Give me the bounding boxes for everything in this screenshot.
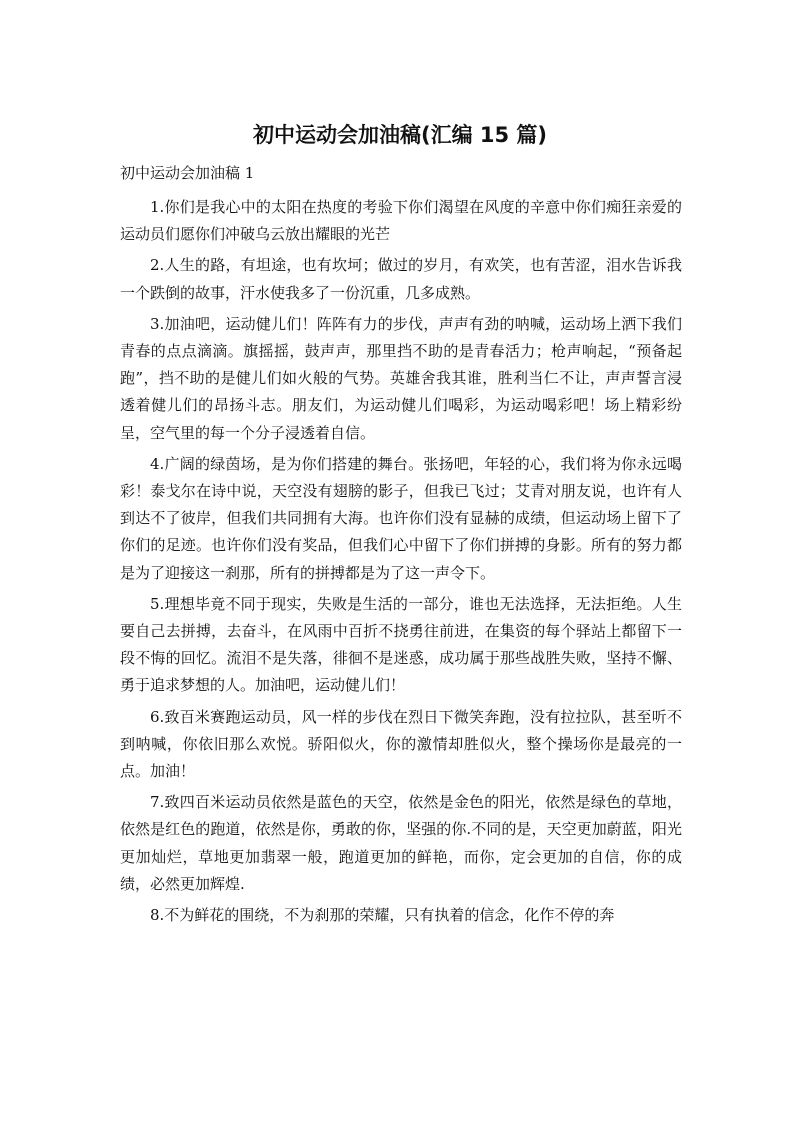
paragraph-7: 7.致四百米运动员依然是蓝色的天空，依然是金色的阳光，依然是绿色的草地，依然是红色的跑道，依然是你，勇敢的你，坚强的你.不同的是，天空更加蔚蓝，阳光更加灿烂，草地更加翡翠一般，跑道更加的鲜艳，而你，定会更加的自信，你的成绩，必然更加辉煌. (120, 793, 682, 893)
paragraph-8: 8.不为鲜花的围绕，不为刹那的荣耀，只有执着的信念，化作不停的奔 (150, 906, 615, 925)
paragraph-2: 2.人生的路，有坦途，也有坎坷；做过的岁月，有欢笑，也有苦涩，泪水告诉我一个跌倒的故事，汗水使我多了一份沉重，几多成熟。 (120, 256, 682, 302)
paragraph-3: 3.加油吧，运动健儿们！阵阵有力的步伐，声声有劲的呐喊，运动场上洒下我们青春的点点滴滴。旗摇摇，鼓声声，那里挡不助的是青春活力；枪声响起，“预备起跑”，挡不助的是健儿们如火般的气势。英雄舍我其谁，胜利当仁不让，声声誓言浸透着健儿们的昂扬斗志。朋友们，为运动健儿们喝彩，为运动喝彩吧！场上精彩纷呈，空气里的每一个分子浸透着自信。 (120, 314, 682, 442)
paragraph-1: 1.你们是我心中的太阳在热度的考验下你们渴望在风度的辛意中你们痴狂亲爱的运动员们愿你们冲破乌云放出耀眼的光芒 (120, 198, 682, 244)
section-heading: 初中运动会加油稿 1 (120, 164, 255, 182)
paragraph-5: 5.理想毕竟不同于现实，失败是生活的一部分，谁也无法选择，无法拒绝。人生要自己去拼搏，去奋斗，在风雨中百折不挠勇往前进，在集资的每个驿站上都留下一段不悔的回忆。流泪不是失落，徘徊不是迷惑，成功属于那些战胜失败，坚持不懈、勇于追求梦想的人。加油吧，运动健儿们！ (120, 594, 682, 695)
document-title: 初中运动会加油稿(汇编 15 篇) (252, 123, 548, 147)
paragraph-4: 4.广阔的绿茵场，是为你们搭建的舞台。张扬吧，年轻的心，我们将为你永远喝彩！泰戈尔在诗中说，天空没有翅膀的影子，但我已飞过；艾青对朋友说，也许有人到达不了彼岸，但我们共同拥有大海。也许你们没有显赫的成绩，但运动场上留下了你们的足迹。也许你们没有奖品，但我们心中留下了你们拼搏的身影。所有的努力都是为了迎接这一刹那，所有的拼搏都是为了这一声令下。 (120, 454, 682, 582)
document-body (120, 194, 682, 933)
paragraph-6: 6.致百米赛跑运动员，风一样的步伐在烈日下微笑奔跑，没有拉拉队，甚至听不到呐喊，你依旧那么欢悦。骄阳似火，你的激情却胜似火，整个操场你是最亮的一点。加油！ (120, 707, 682, 781)
